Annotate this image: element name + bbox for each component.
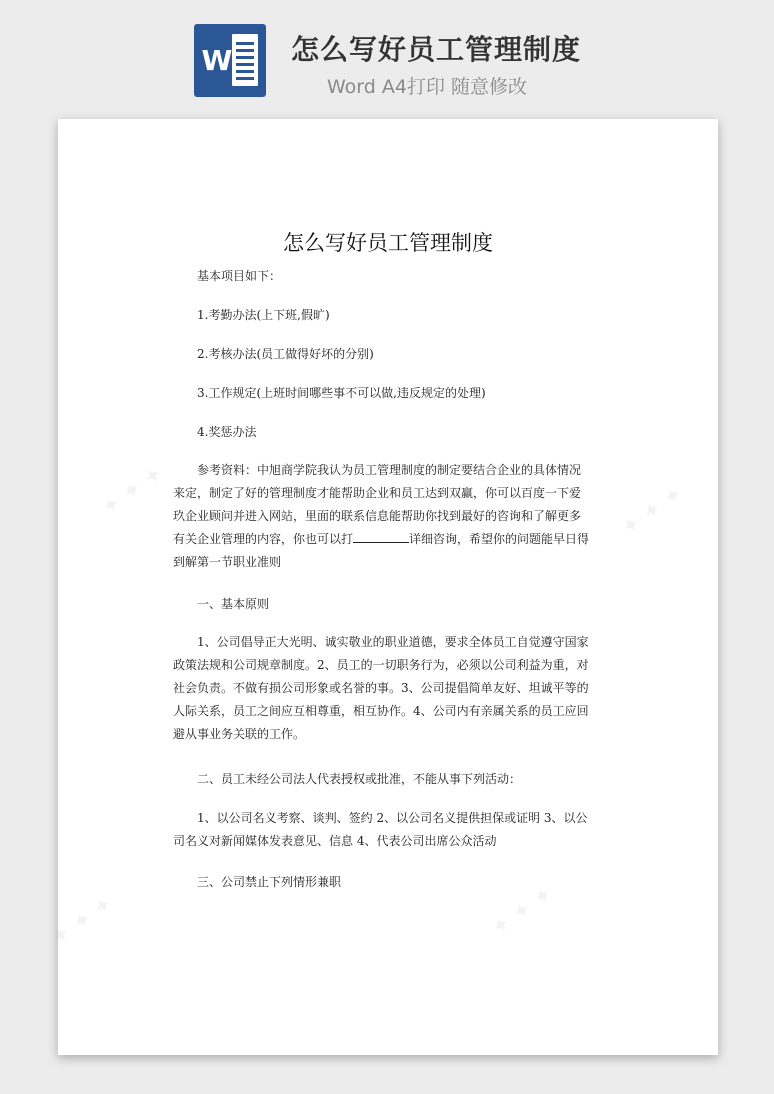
document-title: 怎么写好员工管理制度 bbox=[283, 231, 493, 255]
banner-title: 怎么写好员工管理制度 bbox=[291, 33, 582, 66]
blank-underline bbox=[353, 530, 409, 543]
reference-line: 来定，制定了好的管理制度才能帮助企业和员工达到双赢，你可以百度一下爱 bbox=[173, 486, 582, 500]
reference-line bbox=[173, 528, 603, 551]
section2-line: 1、以公司名义考察、谈判、签约 2、以公司名义提供担保或证明 3、以公 bbox=[197, 811, 588, 825]
section2-line: 司名义对新闻媒体发表意见、信息 4、代表公司出席公众活动 bbox=[173, 834, 497, 848]
section1-line: 社会负责。不做有损公司形象或名誉的事。3、公司提倡简单友好、坦诚平等的 bbox=[173, 681, 589, 695]
document-page bbox=[58, 119, 718, 1055]
reference-text: 有关企业管理的内容，你也可以打 bbox=[173, 532, 354, 546]
word-document-icon bbox=[194, 24, 266, 97]
section-heading: 三、公司禁止下列情形兼职 bbox=[197, 875, 342, 889]
section1-line: 1、公司倡导正大光明、诚实敬业的职业道德，要求全体员工自觉遵守国家 bbox=[197, 635, 589, 649]
banner bbox=[0, 0, 774, 118]
list-item: 2.考核办法(员工做得好坏的分别) bbox=[197, 347, 374, 361]
word-icon-letter: W bbox=[201, 44, 233, 77]
banner-subtitle: Word A4打印 随意修改 bbox=[327, 76, 528, 98]
section-heading: 一、基本原则 bbox=[197, 597, 270, 611]
section1-line: 人际关系，员工之间应互相尊重，相互协作。4、公司内有亲属关系的员工应回 bbox=[173, 704, 589, 718]
reference-line: 参考资料：中旭商学院我认为员工管理制度的制定要结合企业的具体情况 bbox=[197, 463, 582, 477]
section1-line: 避从事业务关联的工作。 bbox=[173, 727, 306, 741]
watermark bbox=[617, 481, 688, 541]
document-lines-graphic bbox=[232, 34, 258, 86]
list-item: 4.奖惩办法 bbox=[197, 425, 257, 439]
list-item: 1.考勤办法(上下班,假旷) bbox=[197, 308, 330, 322]
section-heading: 二、员工未经公司法人代表授权或批准，不能从事下列活动： bbox=[197, 772, 522, 786]
section1-line: 政策法规和公司规章制度。2、员工的一切职务行为，必须以公司利益为重，对 bbox=[173, 658, 589, 672]
watermark bbox=[97, 461, 168, 521]
intro-text: 基本项目如下： bbox=[197, 269, 282, 283]
watermark bbox=[47, 891, 118, 951]
reference-text: 详细咨询，希望你的问题能早日得 bbox=[409, 532, 590, 546]
reference-line: 到解第一节职业准则 bbox=[173, 555, 282, 569]
reference-line: 玖企业顾问并进入网站，里面的联系信息能帮助你找到最好的咨询和了解更多 bbox=[173, 509, 582, 523]
list-item: 3.工作规定(上班时间哪些事不可以做,违反规定的处理) bbox=[197, 386, 486, 400]
